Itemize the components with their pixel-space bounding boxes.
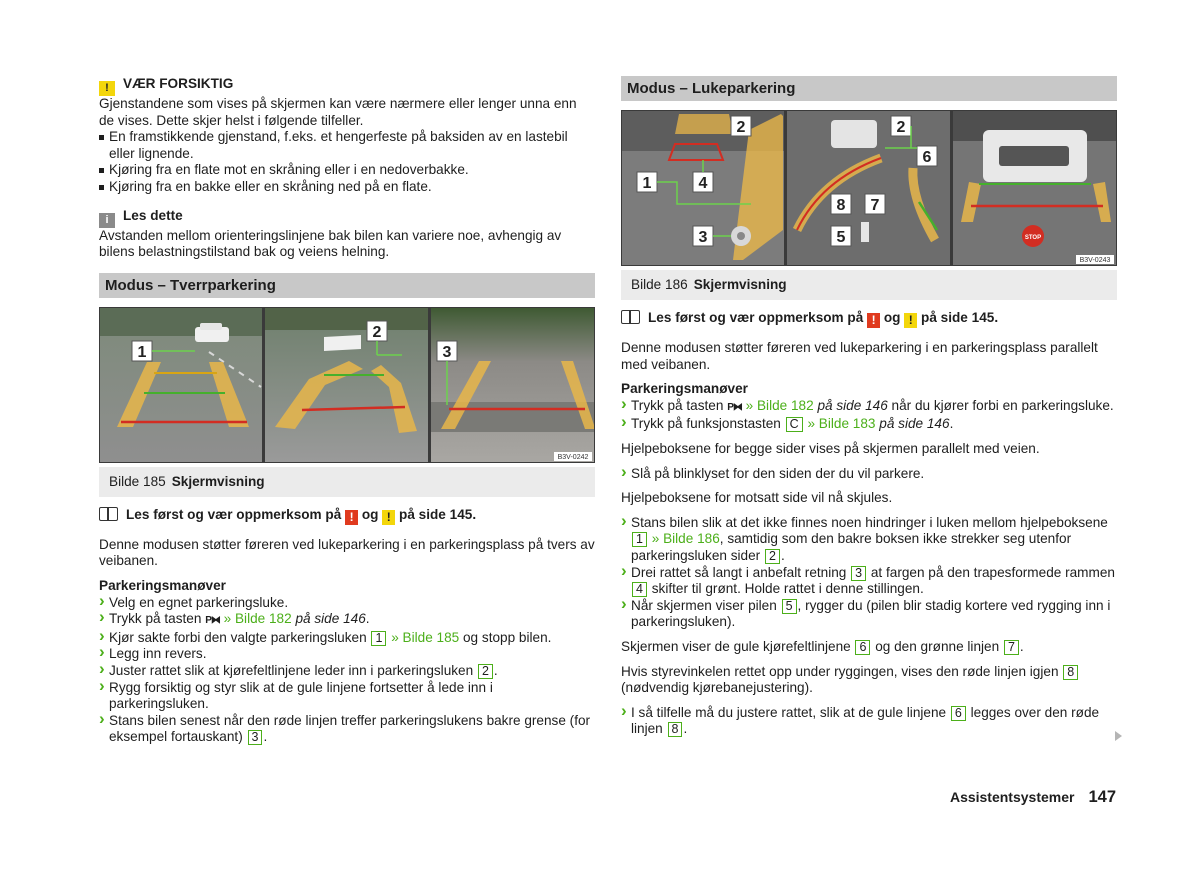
step-item: › Trykk på tasten P⧓ » Bilde 182 på side 146 når du kjører forbi en parkeringsluke. — [621, 398, 1117, 417]
caution-intro: Gjenstandene som vises på skjermen kan være nærmere eller lenger unna enn de vises. Dette skjer helst i følgende tilfeller. — [99, 96, 577, 128]
continue-triangle-icon — [1115, 731, 1122, 741]
callout-ref: 6 — [855, 640, 870, 655]
figure-186 — [621, 110, 1117, 268]
callout-ref: 3 — [248, 730, 263, 745]
caution-title: VÆR FORSIKTIG — [123, 76, 234, 91]
callout-1: 1 — [137, 343, 147, 361]
body-text: Skjermen viser de gule kjørefeltlinjene 6 og den grønne linjen 7 . — [621, 638, 1024, 654]
right-column — [621, 76, 1117, 738]
figure-186-image — [621, 110, 1117, 266]
callout-ref: 7 — [1004, 640, 1019, 655]
page-footer — [950, 788, 1116, 807]
figure-link[interactable]: » Bilde 183 — [807, 416, 876, 432]
caution-bullet: Kjøring fra en bakke eller en skråning ned på en flate. — [99, 179, 595, 196]
callout-ref: 5 — [782, 599, 797, 614]
step-item: › Stans bilen senest når den røde linjen treffer parkeringslukens bakre grense (for eksempel fortauskant) 3 . — [99, 713, 595, 746]
step-item: › Drei rattet så langt i anbefalt retning 3 at fargen på den trapesformede rammen 4 skifter til grønt. Holde rattet i denne stillingen. — [621, 565, 1117, 598]
callout-ref: 1 — [632, 532, 647, 547]
callout-5: 5 — [836, 229, 846, 246]
callout-ref: 3 — [851, 566, 866, 581]
info-icon: i — [99, 213, 115, 228]
callout-ref: 2 — [765, 549, 780, 564]
page-number: 147 — [1088, 788, 1116, 806]
callout-2: 2 — [736, 119, 746, 136]
caption-label: Bilde 185 — [109, 473, 166, 489]
step-item: › I så tilfelle må du justere rattet, slik at de gule linjene 6 legges over den røde linjen 8 . — [621, 705, 1117, 738]
callout-3: 3 — [698, 229, 708, 246]
steps-title: Parkeringsmanøver — [99, 577, 226, 593]
figure-link[interactable]: » Bilde 182 — [223, 611, 292, 627]
warning-yellow-icon: ! — [382, 510, 395, 525]
left-column — [99, 76, 595, 746]
caption-label: Bilde 186 — [631, 277, 688, 292]
callout-ref: 8 — [668, 722, 683, 737]
step-item: › Trykk på funksjonstasten C » Bilde 183 på side 146. — [621, 416, 1117, 433]
section-title: Modus – Tverrparkering — [99, 273, 595, 298]
read-first-note: Les først og vær oppmerksom på ! og ! på side 145. — [99, 507, 595, 525]
callout-8: 8 — [836, 197, 846, 214]
figure-code: B3V-0242 — [557, 453, 589, 461]
figure-185 — [99, 307, 595, 465]
caption-title: Skjermvisning — [693, 277, 787, 292]
read-first-note: Les først og vær oppmerksom på ! og ! på side 145. — [621, 310, 1117, 328]
function-key-c: C — [786, 417, 803, 432]
park-assist-key-icon: P⧓ — [727, 401, 742, 413]
arrow-icon — [861, 222, 869, 242]
figure-caption — [621, 270, 1117, 300]
warning-red-icon: ! — [867, 313, 880, 328]
callout-ref: 8 — [1063, 665, 1078, 680]
note-title: Les dette — [123, 207, 183, 223]
callout-1: 1 — [642, 175, 652, 192]
warning-red-icon: ! — [345, 510, 358, 525]
body-text: Hjelpeboksene for motsatt side vil nå skjules. — [621, 490, 893, 506]
body-text: Hvis styrevinkelen rettet opp under ryggingen, vises den røde linjen igjen 8 (nødvendig kjørebanejustering). — [621, 664, 1117, 697]
callout-ref: 4 — [632, 582, 647, 597]
body-text: Hjelpeboksene for begge sider vises på skjermen parallelt med veien. — [621, 440, 1040, 456]
caption-title: Skjermvisning — [171, 473, 265, 489]
note-text: Avstanden mellom orienteringslinjene bak bilen kan variere noe, avhengig av bilens belastningstilstand bak og veiens helning. — [99, 227, 562, 260]
callout-2: 2 — [896, 119, 906, 136]
figure-code: B3V-0243 — [1079, 257, 1111, 264]
caution-box — [99, 76, 595, 196]
figure-185-image — [99, 307, 595, 463]
callout-4: 4 — [698, 175, 708, 192]
callout-ref: 2 — [478, 664, 493, 679]
chapter-name: Assistentsystemer — [949, 789, 1075, 805]
section-title: Modus – Lukeparkering — [621, 76, 1117, 101]
step-item: › Stans bilen slik at det ikke finnes noen hindringer i luken mellom hjelpeboksene 1 » Bilde 186, samtidig som den bakre boksen ikke strekker seg utenfor parkeringsluken sider 2 . — [621, 515, 1117, 565]
callout-7: 7 — [870, 197, 880, 214]
stop-label: STOP — [1024, 235, 1042, 241]
intro-text: Denne modusen støtter føreren ved lukeparkering i en parkeringsplass parallelt med veibanen. — [621, 340, 1098, 372]
book-icon — [621, 310, 640, 324]
park-assist-key-icon: P⧓ — [205, 615, 220, 627]
note-box — [99, 208, 595, 261]
warning-yellow-icon: ! — [904, 313, 917, 328]
step-item: › Kjør sakte forbi den valgte parkeringsluken 1 » Bilde 185 og stopp bilen. — [99, 630, 595, 647]
figure-link[interactable]: » Bilde 186 — [651, 531, 720, 547]
callout-3: 3 — [442, 343, 452, 361]
step-item: › Slå på blinklyset for den siden der du vil parkere. — [621, 466, 1117, 483]
callout-ref: 1 — [371, 631, 386, 646]
figure-caption — [99, 467, 595, 497]
callout-2: 2 — [372, 323, 382, 341]
step-item: › Velg en egnet parkeringsluke. — [99, 595, 595, 612]
callout-6: 6 — [922, 149, 932, 166]
step-item: › Når skjermen viser pilen 5 , rygger du (pilen blir stadig kortere ved rygging inn i parkeringsluken). — [621, 598, 1117, 631]
book-icon — [99, 507, 118, 521]
caution-bullet: Kjøring fra en flate mot en skråning eller i en nedoverbakke. — [99, 162, 595, 179]
step-item: › Legg inn revers. — [99, 646, 595, 663]
step-item: › Rygg forsiktig og styr slik at de gule linjene fortsetter å lede inn i parkeringsluken. — [99, 680, 595, 713]
step-item: › Trykk på tasten P⧓ » Bilde 182 på side 146. — [99, 611, 595, 630]
step-item: › Juster rattet slik at kjørefeltlinjene leder inn i parkeringsluken 2 . — [99, 663, 595, 680]
caution-bullet: En framstikkende gjenstand, f.eks. et hengerfeste på baksiden av en lastebil eller lignende. — [99, 129, 595, 162]
figure-link[interactable]: » Bilde 185 — [391, 629, 460, 645]
warning-icon: ! — [99, 81, 115, 96]
callout-ref: 6 — [951, 706, 966, 721]
figure-link[interactable]: » Bilde 182 — [745, 397, 814, 413]
steps-title: Parkeringsmanøver — [621, 381, 748, 397]
intro-text: Denne modusen støtter føreren ved lukeparkering i en parkeringsplass på tvers av veibanen. — [99, 536, 595, 569]
